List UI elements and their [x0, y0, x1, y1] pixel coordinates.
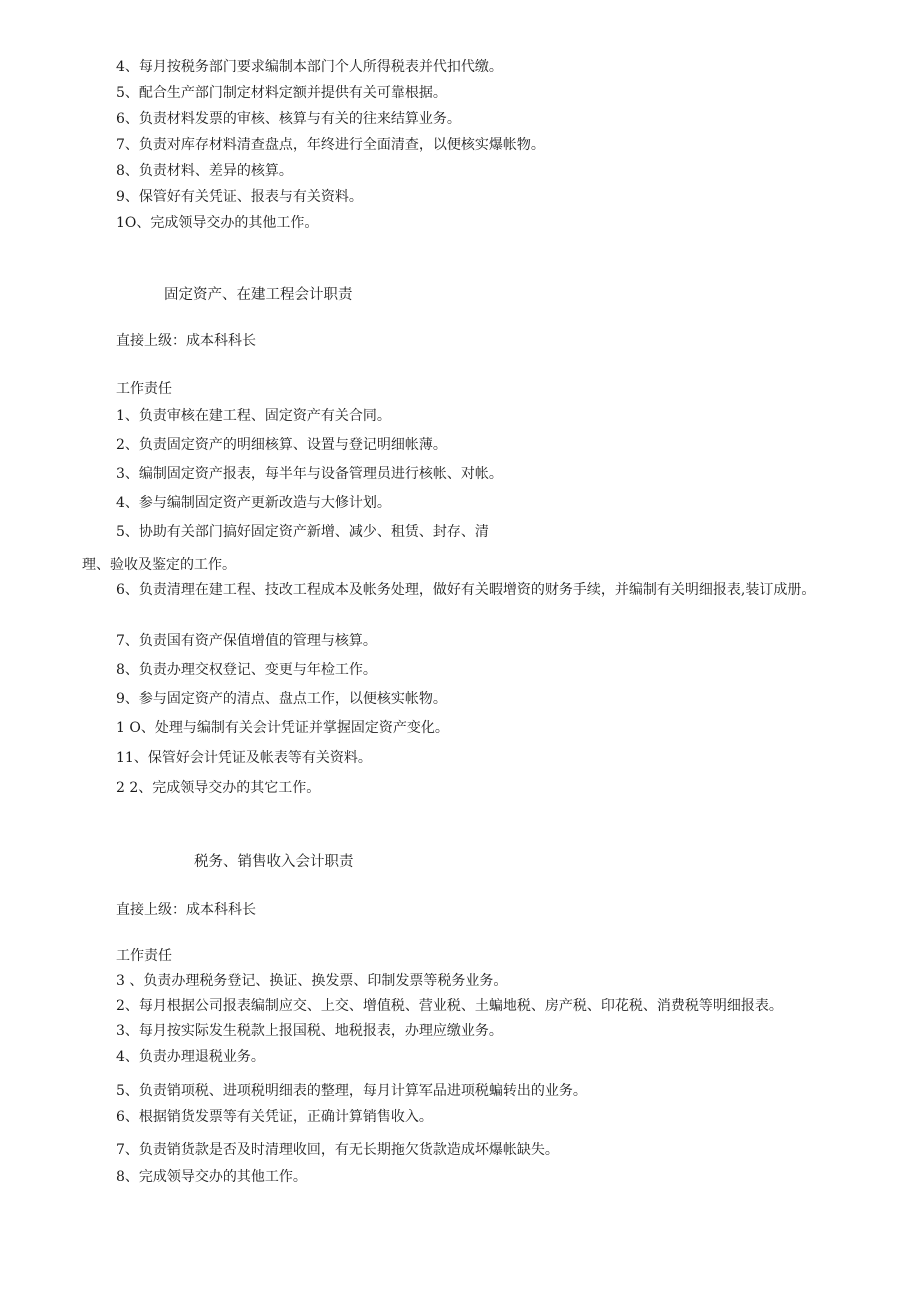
duty-item: 4、负责办理退税业务。 — [116, 1049, 265, 1065]
duty-item: 1 O、处理与编制有关会计凭证并掌握固定资产变化。 — [116, 720, 449, 736]
duty-item: 6、负责材料发票的审核、核算与有关的往来结算业务。 — [116, 111, 461, 127]
duty-item: 6、负责清理在建工程、技改工程成本及帐务处理，做好有关暇增资的财务手续，并编制有关明细报表,装订成册。 — [116, 582, 816, 598]
duty-item: 3 、负责办理税务登记、换证、换发票、印制发票等税务业务。 — [116, 973, 508, 989]
duty-item: 8、负责办理交权登记、变更与年检工作。 — [116, 662, 377, 678]
duty-item: 4、参与编制固定资产更新改造与大修计划。 — [116, 495, 391, 511]
direct-superior: 直接上级：成本科科长 — [116, 333, 256, 349]
duty-item: 11、保管好会计凭证及帐表等有关资料。 — [116, 750, 372, 766]
duty-heading: 工作责任 — [116, 381, 172, 397]
duty-item: 6、根据销货发票等有关凭证，正确计算销售收入。 — [116, 1109, 433, 1125]
duty-item: 7、负责国有资产保值增值的管理与核算。 — [116, 633, 377, 649]
section-title: 税务、销售收入会计职责 — [194, 854, 354, 870]
section-title: 固定资产、在建工程会计职责 — [164, 287, 353, 303]
duty-heading: 工作责任 — [116, 948, 172, 964]
duty-item: 1O、完成领导交办的其他工作。 — [116, 215, 319, 231]
duty-item: 5、配合生产部门制定材料定额并提供有关可靠根据。 — [116, 85, 447, 101]
duty-item: 2 2、完成领导交办的其它工作。 — [116, 780, 321, 796]
duty-item: 1、负责审核在建工程、固定资产有关合同。 — [116, 408, 391, 424]
duty-item-continued: 理、验收及鉴定的工作。 — [82, 557, 236, 573]
duty-item: 3、每月按实际发生税款上报国税、地税报表，办理应缴业务。 — [116, 1023, 503, 1039]
duty-item: 7、负责对库存材料清查盘点，年终进行全面清查，以便核实爆帐物。 — [116, 137, 545, 153]
duty-item: 3、编制固定资产报表，每半年与设备管理员进行核帐、对帐。 — [116, 466, 503, 482]
duty-item: 2、负责固定资产的明细核算、设置与登记明细帐薄。 — [116, 437, 447, 453]
duty-item: 9、保管好有关凭证、报表与有关资料。 — [116, 189, 363, 205]
duty-item: 5、负责销项税、进项税明细表的整理，每月计算军品进项税蝙转出的业务。 — [116, 1083, 587, 1099]
duty-item: 8、负责材料、差异的核算。 — [116, 163, 293, 179]
duty-item: 7、负责销货款是否及时清理收回，有无长期拖欠货款造成坏爆帐缺失。 — [116, 1142, 559, 1158]
duty-item: 8、完成领导交办的其他工作。 — [116, 1169, 307, 1185]
duty-item: 5、协助有关部门搞好固定资产新增、减少、租赁、封存、清 — [116, 524, 489, 540]
duty-item: 2、每月根据公司报表编制应交、上交、增值税、营业税、土蝙地税、房产税、印花税、消费税等明细报表。 — [116, 998, 783, 1014]
duty-item: 4、每月按税务部门要求编制本部门个人所得税表并代扣代缴。 — [116, 59, 503, 75]
duty-item: 9、参与固定资产的清点、盘点工作，以便核实帐物。 — [116, 691, 447, 707]
direct-superior: 直接上级：成本科科长 — [116, 902, 256, 918]
